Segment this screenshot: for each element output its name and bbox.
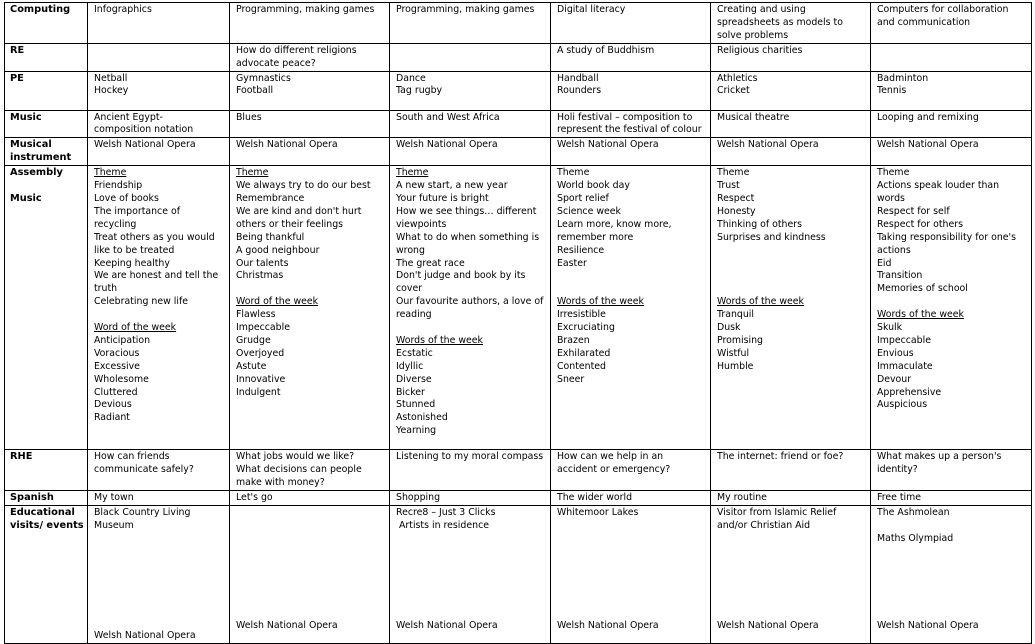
list-item: The great race (396, 257, 465, 269)
list-item: What decisions can people make with money? (236, 464, 362, 488)
list-item: Voracious (94, 347, 140, 359)
sport: Athletics (717, 72, 758, 84)
list-item: Trust (717, 180, 740, 192)
visit-cell (871, 505, 1032, 643)
words-heading: Words of the week (557, 296, 644, 308)
words-heading: Words of the week (877, 309, 964, 321)
theme-heading: Theme (236, 167, 269, 179)
list-item: Easter (557, 257, 587, 269)
visit-bottom: Welsh National Opera (94, 629, 196, 641)
list-item: Flawless (236, 309, 276, 321)
cell: A study of Buddhism (551, 43, 711, 71)
row-musical-instrument (5, 138, 1032, 166)
curriculum-table (4, 2, 1032, 644)
visit-cell (88, 505, 230, 643)
list-item: Science week (557, 205, 621, 217)
row-rhe (5, 450, 1032, 491)
cell: Welsh National Opera (230, 138, 390, 166)
list-item: Love of books (94, 192, 159, 204)
list-item: Anticipation (94, 334, 151, 346)
list-item: Don't judge and book by its cover (396, 270, 526, 295)
row-label-educational-visits: Educational visits/ events (5, 505, 88, 643)
visit-bottom: Welsh National Opera (236, 619, 338, 631)
cell: Ancient Egypt- composition notation (88, 110, 230, 138)
words-heading: Words of the week (396, 334, 483, 346)
cell: Religious charities (711, 43, 871, 71)
cell: My town (88, 490, 230, 505)
list-item: Whitemoor Lakes (557, 506, 639, 518)
row-educational-visits (5, 505, 1032, 643)
cell: Welsh National Opera (551, 138, 711, 166)
list-item: Thinking of others (717, 218, 802, 230)
visit-bottom: Welsh National Opera (396, 619, 498, 631)
cell: Looping and remixing (871, 110, 1032, 138)
theme-heading: Theme (717, 167, 750, 179)
list-item: Maths Olympiad (877, 532, 954, 544)
sport: Tag rugby (396, 85, 443, 97)
list-item: Keeping healthy (94, 257, 170, 269)
list-item: Transition (877, 270, 923, 282)
sport: Gymnastics (236, 72, 291, 84)
cell (711, 450, 871, 491)
visit-bottom: Welsh National Opera (877, 619, 979, 631)
list-item: Brazen (557, 334, 590, 346)
cell: My routine (711, 490, 871, 505)
list-item: Remembrance (236, 192, 305, 204)
row-label-pe: PE (5, 71, 88, 110)
row-pe (5, 71, 1032, 110)
cell (390, 71, 551, 110)
row-label-assembly (5, 166, 88, 450)
visit-bottom: Welsh National Opera (717, 619, 819, 631)
row-label-music: Music (5, 110, 88, 138)
cell (551, 71, 711, 110)
row-label-computing: Computing (5, 3, 88, 44)
cell: Welsh National Opera (871, 138, 1032, 166)
list-item: Recre8 – Just 3 Clicks (396, 506, 496, 518)
cell: How do different religions advocate peace? (230, 43, 390, 71)
list-item: Listening to my moral compass (396, 451, 544, 463)
list-item: Promising (717, 334, 763, 346)
list-item: Ecstatic (396, 347, 433, 359)
list-item: What jobs would we like? (236, 451, 355, 463)
list-item: Skulk (877, 322, 903, 334)
list-item: Tranquil (717, 309, 754, 321)
sport: Dance (396, 72, 426, 84)
list-item: We are honest and tell the truth (94, 270, 219, 295)
list-item: Black Country Living Museum (94, 506, 191, 531)
row-assembly (5, 166, 1032, 450)
row-label-re: RE (5, 43, 88, 71)
list-item: Celebrating new life (94, 296, 189, 308)
sport: Netball (94, 72, 128, 84)
list-item: Dusk (717, 321, 741, 333)
cell (88, 43, 230, 71)
cell: Programming, making games (230, 3, 390, 44)
list-item: Respect for others (877, 218, 964, 230)
music-label: Music (10, 192, 42, 204)
sport: Tennis (877, 85, 907, 97)
list-item: Memories of school (877, 283, 968, 295)
list-item: Astonished (396, 412, 448, 424)
list-item: Our favourite authors, a love of reading (396, 296, 544, 321)
list-item: Grudge (236, 334, 271, 346)
list-item: Radiant (94, 412, 130, 424)
assembly-cell (711, 166, 871, 450)
list-item: Resilience (557, 244, 605, 256)
list-item: Friendship (94, 180, 143, 192)
list-item: Treat others as you would like to be treated (94, 231, 215, 256)
list-item: Impeccable (236, 322, 290, 334)
list-item: Stunned (396, 399, 436, 411)
row-music (5, 110, 1032, 138)
visit-cell (390, 505, 551, 643)
sport: Cricket (717, 85, 750, 97)
assembly-cell (871, 166, 1032, 450)
list-item: Taking responsibility for one's actions (877, 231, 1016, 256)
list-item: Astute (236, 360, 267, 372)
list-item: Auspicious (877, 399, 928, 411)
list-item: World book day (557, 180, 630, 192)
sport: Football (236, 85, 274, 97)
visit-bottom: Welsh National Opera (557, 619, 659, 631)
list-item: A new start, a new year (396, 180, 508, 192)
list-item: Idyllic (396, 360, 424, 372)
list-item: Honesty (717, 205, 756, 217)
list-item: The Ashmolean (877, 506, 950, 518)
cell: Programming, making games (390, 3, 551, 44)
sport: Hockey (94, 85, 129, 97)
cell: Holi festival – composition to represent the festival of colour (551, 110, 711, 138)
list-item: Our talents (236, 257, 289, 269)
cell (390, 43, 551, 71)
cell: Welsh National Opera (711, 138, 871, 166)
list-item: Innovative (236, 373, 286, 385)
words-heading: Words of the week (717, 296, 804, 308)
list-item: We always try to do our best (236, 180, 371, 192)
cell (871, 71, 1032, 110)
cell: South and West Africa (390, 110, 551, 138)
cell (88, 71, 230, 110)
list-item: Respect for self (877, 205, 950, 217)
row-computing (5, 3, 1032, 44)
cell: Musical theatre (711, 110, 871, 138)
list-item: Christmas (236, 270, 284, 282)
list-item: Sneer (557, 373, 585, 385)
list-item: Contented (557, 360, 607, 372)
list-item: Being thankful (236, 231, 305, 243)
list-item: How can friends communicate safely? (94, 451, 194, 476)
assembly-cell (390, 166, 551, 450)
cell (230, 71, 390, 110)
list-item: Bicker (396, 386, 425, 398)
cell: Creating and using spreadsheets as models to solve problems (711, 3, 871, 44)
cell: Let's go (230, 490, 390, 505)
list-item: Surprises and kindness (717, 231, 826, 243)
cell (871, 450, 1032, 491)
cell: Free time (871, 490, 1032, 505)
sport: Rounders (557, 85, 602, 97)
sport: Badminton (877, 72, 929, 84)
list-item: How we see things… different viewpoints (396, 205, 537, 230)
list-item: Excessive (94, 360, 140, 372)
assembly-cell (230, 166, 390, 450)
list-item: Sport relief (557, 192, 609, 204)
cell (711, 71, 871, 110)
list-item: Diverse (396, 373, 432, 385)
list-item: A good neighbour (236, 244, 320, 256)
list-item: Artists in residence (399, 519, 489, 531)
list-item: What to do when something is wrong (396, 231, 540, 256)
row-spanish (5, 490, 1032, 505)
assembly-cell (551, 166, 711, 450)
list-item: Actions speak louder than words (877, 180, 1000, 204)
list-item: Indulgent (236, 386, 281, 398)
list-item: Overjoyed (236, 347, 285, 359)
visit-cell (551, 505, 711, 643)
cell: Digital literacy (551, 3, 711, 44)
cell: Computers for collaboration and communication (871, 3, 1032, 44)
cell: Welsh National Opera (390, 138, 551, 166)
list-item: Excruciating (557, 322, 615, 333)
row-re (5, 43, 1032, 71)
list-item: What makes up a person's identity? (877, 451, 1002, 476)
list-item: Respect (717, 192, 755, 204)
list-item: Humble (717, 360, 754, 372)
sport: Handball (557, 72, 599, 84)
list-item: Devious (94, 399, 132, 411)
cell: Blues (230, 110, 390, 138)
list-item: Eid (877, 257, 892, 269)
list-item: Apprehensive (877, 386, 942, 398)
assembly-cell (88, 166, 230, 450)
cell (230, 450, 390, 491)
row-label-rhe: RHE (5, 450, 88, 491)
row-label-musical-instrument: Musical instrument (5, 138, 88, 166)
list-item: Irresistible (557, 309, 606, 321)
theme-heading: Theme (877, 167, 910, 179)
list-item: Impeccable (877, 334, 931, 346)
cell: The wider world (551, 490, 711, 505)
list-item: Wistful (717, 347, 750, 359)
list-item: Yearning (396, 425, 437, 437)
theme-heading: Theme (557, 167, 590, 179)
list-item: The internet: friend or foe? (717, 451, 844, 463)
cell (551, 450, 711, 491)
cell: Welsh National Opera (88, 138, 230, 166)
list-item: Wholesome (94, 373, 149, 385)
cell: Shopping (390, 490, 551, 505)
list-item: Devour (877, 373, 912, 385)
theme-heading: Theme (396, 167, 429, 179)
assembly-label: Assembly (10, 167, 63, 179)
visit-cell (230, 505, 390, 643)
list-item: Immaculate (877, 360, 933, 372)
list-item: Cluttered (94, 386, 138, 398)
words-heading: Word of the week (94, 322, 177, 334)
visit-cell (711, 505, 871, 643)
list-item: We are kind and don't hurt others or their feelings (236, 205, 362, 230)
theme-heading: Theme (94, 167, 127, 179)
list-item: Exhilarated (557, 347, 611, 359)
list-item: Your future is bright (396, 192, 489, 204)
list-item: Envious (877, 347, 914, 359)
words-heading: Word of the week (236, 296, 319, 308)
list-item: How can we help in an accident or emergency? (557, 451, 671, 476)
row-label-spanish: Spanish (5, 490, 88, 505)
cell (88, 450, 230, 491)
cell: Infographics (88, 3, 230, 44)
list-item: The importance of recycling (94, 205, 180, 230)
cell (390, 450, 551, 491)
list-item: Visitor from Islamic Relief and/or Christian Aid (717, 506, 837, 531)
list-item: Learn more, know more, remember more (557, 218, 672, 243)
cell (871, 43, 1032, 71)
